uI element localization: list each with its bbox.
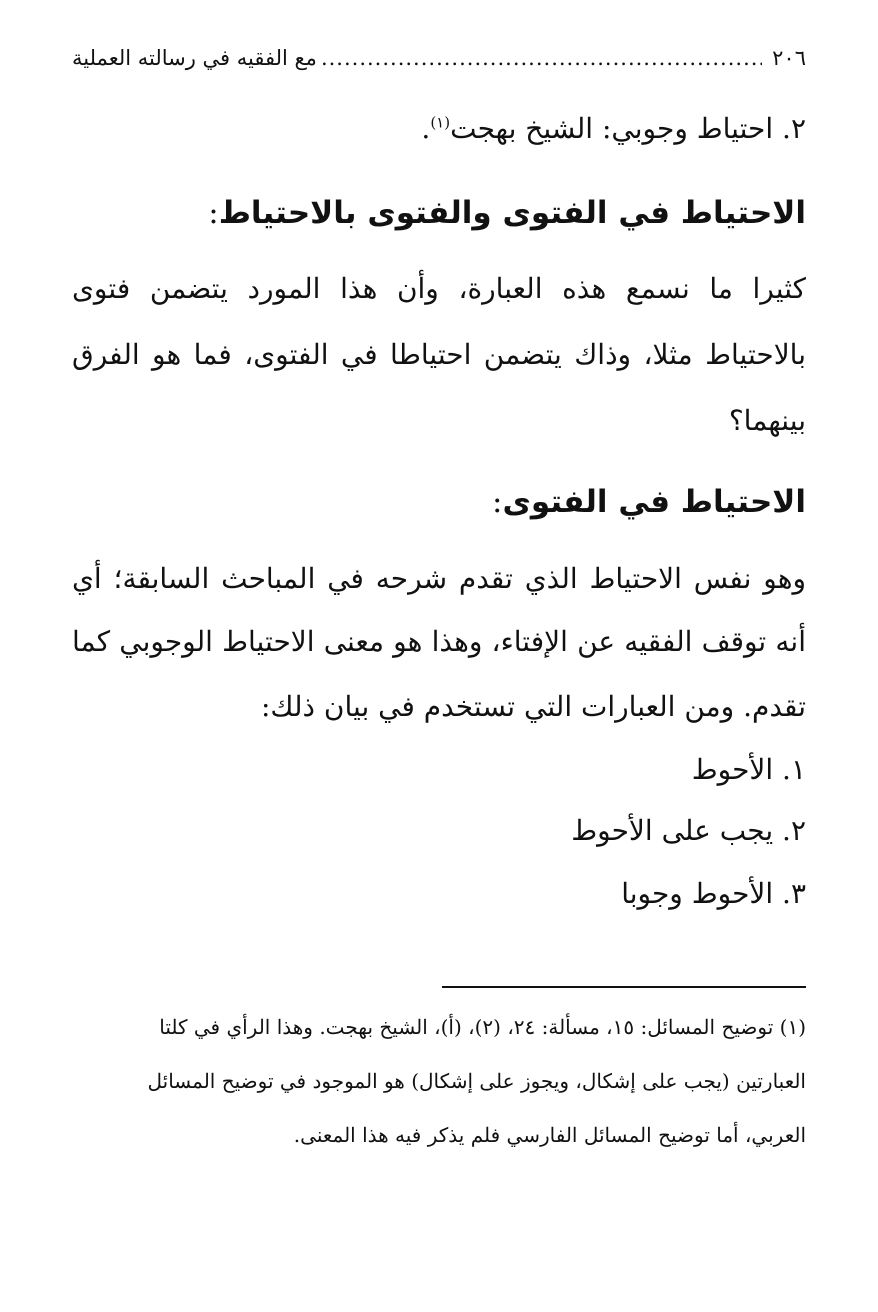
section-heading-precaution-in-fatwa <box>72 484 806 520</box>
list-item-text: ٢. احتياط وجوبي: الشيخ بهجت <box>450 112 806 145</box>
leader-dots <box>321 46 762 70</box>
section-heading-text: الاحتياط في الفتوى والفتوى بالاحتياط <box>218 195 806 231</box>
running-title: مع الفقيه في رسالته العملية <box>72 46 317 70</box>
running-header <box>72 46 806 70</box>
list-item-mandatory-precaution <box>72 112 806 146</box>
paragraph-line: أنه توقف الفقيه عن الإفتاء، وهذا هو معنى الاحتياط الوجوبي كما <box>72 625 806 658</box>
paragraph-line: تقدم. ومن العبارات التي تستخدم في بيان ذلك: <box>260 690 806 723</box>
footnote-line: العربي، أما توضيح المسائل الفارسي فلم يذكر فيه هذا المعنى. <box>293 1123 806 1147</box>
section-heading-precaution-and-fatwa <box>72 195 806 231</box>
paragraph-line: وهو نفس الاحتياط الذي تقدم شرحه في المباحث السابقة؛ أي <box>72 562 806 595</box>
heading-colon: : <box>492 484 503 520</box>
paragraph-line: كثيرا ما نسمع هذه العبارة، وأن هذا المورد يتضمن فتوى <box>72 272 806 305</box>
page-number: ٢٠٦ <box>772 46 806 70</box>
paragraph-line: بينهما؟ <box>728 404 806 437</box>
footnote-line: العبارتين (يجب على إشكال، ويجوز على إشكال) هو الموجود في توضيح المسائل <box>147 1069 806 1093</box>
footnote-ref[interactable]: (١) <box>430 113 451 132</box>
list-item: ١. الأحوط <box>691 753 806 786</box>
heading-colon: : <box>208 195 219 231</box>
list-item-end: . <box>421 112 431 145</box>
list-item: ٣. الأحوط وجوبا <box>621 877 806 910</box>
section-heading-text: الاحتياط في الفتوى <box>502 484 806 520</box>
footnote-separator <box>442 986 806 988</box>
footnote-line: (١) توضيح المسائل: ١٥، مسألة: ٢٤، (٢)، (أ)، الشيخ بهجت. وهذا الرأي في كلتا <box>159 1015 806 1039</box>
list-item: ٢. يجب على الأحوط <box>571 814 806 847</box>
paragraph-line: بالاحتياط مثلا، وذاك يتضمن احتياطا في الفتوى، فما هو الفرق <box>72 338 806 371</box>
